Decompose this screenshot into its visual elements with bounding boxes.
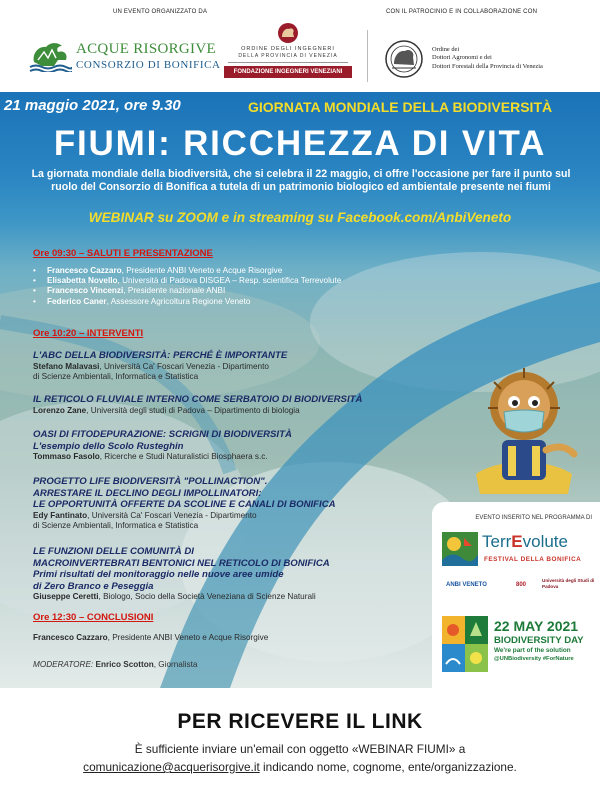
agronomi-text	[432, 46, 592, 71]
header-logos	[0, 0, 600, 92]
talk-item	[33, 546, 413, 602]
event-intro: La giornata mondiale della biodiversità, che si celebra il 22 maggio, ci offre l'occasione per fare il punto sul ruolo del Consorzio di Bonifica a tutela di un patrimonio biologico ed ambientale presente nei fiumi	[31, 168, 571, 193]
session-greetings-heading: Ore 09:30 – SALUTI E PRESENTAZIONE	[33, 248, 213, 259]
biodiversity-day-tags: @UNBiodiversity #ForNature	[494, 656, 574, 662]
terrevolute-icon	[442, 532, 478, 566]
800-anniversary-badge: 800	[516, 582, 527, 588]
program-panel	[432, 502, 600, 688]
acque-subtitle: CONSORZIO DI BONIFICA	[76, 59, 221, 71]
talk-title-line2: ARRESTARE IL DECLINO DEGLI IMPOLLINATORI:	[33, 487, 262, 499]
lion-seal-icon	[276, 22, 300, 44]
event-title: FIUMI: RICCHEZZA DI VITA	[53, 124, 547, 163]
list-item: • Federico Caner, Assessore Agricoltura Regione Veneto	[33, 297, 341, 307]
talk-item	[33, 350, 363, 382]
talk-subtitle: Primi risultati del monitoraggio nelle nuove aree umide	[33, 569, 284, 580]
biodiversity-day-date: 22 MAY 2021	[494, 618, 579, 634]
acque-risorgive-logo	[28, 38, 221, 78]
talk-title-line2: MACROINVERTEBRATI BENTONICI NEL RETICOLO DI BONIFICA	[33, 557, 330, 569]
email-link[interactable]: comunicazione@acquerisorgive.it	[83, 760, 260, 774]
talk-affiliation: di Scienze Ambientali, Informatica e Statistica	[33, 371, 199, 381]
webinar-info: WEBINAR su ZOOM e in streaming su Facebook.com/AnbiVeneto	[88, 210, 512, 225]
talk-title: PROGETTO LIFE BIODIVERSITÀ "POLLINACTION".	[33, 476, 268, 487]
list-item: • Francesco Cazzaro, Presidente ANBI Veneto e Acque Risorgive	[33, 266, 341, 276]
greetings-list	[33, 266, 341, 307]
event-date: 21 maggio 2021, ore 9.30	[4, 97, 181, 114]
talk-item	[33, 476, 363, 531]
talk-speaker: Edy Fantinato, Università Ca' Foscari Venezia - Dipartimento	[33, 510, 257, 520]
ordine-line2: DELLA PROVINCIA DI VENEZIA	[238, 53, 338, 59]
biodiversity-day-title: BIODIVERSITY DAY	[494, 635, 584, 646]
biodiversity-day-heading: GIORNATA MONDIALE DELLA BIODIVERSITÀ	[248, 99, 553, 115]
talk-affiliation: di Scienze Ambientali, Informatica e Statistica	[33, 520, 199, 530]
program-label: EVENTO INSERITO NEL PROGRAMMA DI	[475, 515, 592, 521]
ordine-ingegneri-logo	[222, 22, 354, 84]
fondazione-banner: FONDAZIONE INGEGNERI VENEZIANI	[224, 66, 352, 78]
terrevolute-name: TerrEvolute	[482, 532, 568, 551]
anbi-veneto-logo: ANBI VENETO	[446, 582, 487, 588]
talk-subtitle-line2: di Zero Branco e Peseggia	[33, 580, 154, 592]
list-item: • Elisabetta Novello, Università di Padova DISGEA – Resp. scientifica Terrevolute	[33, 276, 341, 286]
talk-subtitle: L'esempio dello Scolo Rusteghin	[33, 440, 184, 452]
mascot-figure-icon	[468, 362, 578, 494]
moderator: MODERATORE: Enrico Scotton, Giornalista	[33, 660, 198, 669]
agronomi-seal-icon	[384, 38, 424, 80]
talk-title: OASI DI FITODEPURAZIONE: SCRIGNI DI BIODIVERSITÀ	[33, 429, 292, 440]
acque-name: ACQUE RISORGIVE	[76, 41, 216, 57]
agronomi-line3: Dottori Forestali della Provincia di Venezia	[432, 62, 543, 70]
registration-contact: comunicazione@acquerisorgive.it indicando nome, cognome, ente/organizzazione.	[83, 760, 517, 774]
patronage-label: CON IL PATROCINIO E IN COLLABORAZIONE CON	[386, 9, 538, 15]
terrevolute-festival: FESTIVAL DELLA BONIFICA	[484, 556, 582, 563]
footer-registration	[0, 688, 600, 800]
biodiversity-day-slogan: We're part of the solution	[494, 647, 571, 654]
talk-item	[33, 394, 363, 416]
talk-speaker: Tommaso Fasolo, Ricerche e Studi Naturalistici Biosphaera s.c.	[33, 452, 268, 461]
agronomi-line1: Ordine dei	[432, 46, 460, 53]
organizer-label: UN EVENTO ORGANIZZATO DA	[113, 9, 208, 15]
talk-title: IL RETICOLO FLUVIALE INTERNO COME SERBATOIO DI BIODIVERSITÀ	[33, 394, 363, 405]
session-talks-heading: Ore 10:20 – INTERVENTI	[33, 328, 144, 339]
registration-heading: PER RICEVERE IL LINK	[177, 710, 423, 733]
conclusion-speaker: Francesco Cazzaro, Presidente ANBI Veneto e Acque Risorgive	[33, 633, 269, 642]
unipd-logo: Università degli Studi di Padova	[542, 578, 595, 589]
ordine-line1: ORDINE DEGLI INGEGNERI	[241, 46, 335, 52]
talk-speaker: Lorenzo Zane, Università degli studi di Padova – Dipartimento di biologia	[33, 405, 300, 415]
session-conclusions-heading: Ore 12:30 – CONCLUSIONI	[33, 612, 154, 623]
list-item: • Francesco Vincenzi, Presidente nazionale ANBI	[33, 286, 341, 296]
event-poster	[0, 92, 600, 688]
talk-speaker: Giuseppe Ceretti, Biologo, Socio della Società Veneziana di Scienze Naturali	[33, 592, 316, 601]
terrevolute-logo	[442, 530, 592, 570]
talk-title: LE FUNZIONI DELLE COMUNITÀ DI	[33, 546, 194, 557]
agronomi-line2: Dottori Agronomi e dei	[432, 54, 492, 62]
winged-lion-icon	[28, 40, 72, 72]
biodiversity-day-logo	[442, 616, 594, 672]
biodiversity-collage-icon	[442, 616, 488, 672]
talk-title: L'ABC DELLA BIODIVERSITÀ: PERCHÉ È IMPORTANTE	[33, 350, 288, 361]
talk-item	[33, 429, 363, 462]
divider	[228, 62, 348, 63]
divider	[367, 30, 368, 82]
registration-instructions: È sufficiente inviare un'email con oggetto «WEBINAR FIUMI» a	[134, 742, 466, 756]
talk-speaker: Stefano Malavasi, Università Ca' Foscari Venezia - Dipartimento	[33, 361, 269, 371]
talk-title-line3: LE OPPORTUNITÀ OFFERTE DA SCOLINE E CANALI DI BONIFICA	[33, 499, 336, 510]
